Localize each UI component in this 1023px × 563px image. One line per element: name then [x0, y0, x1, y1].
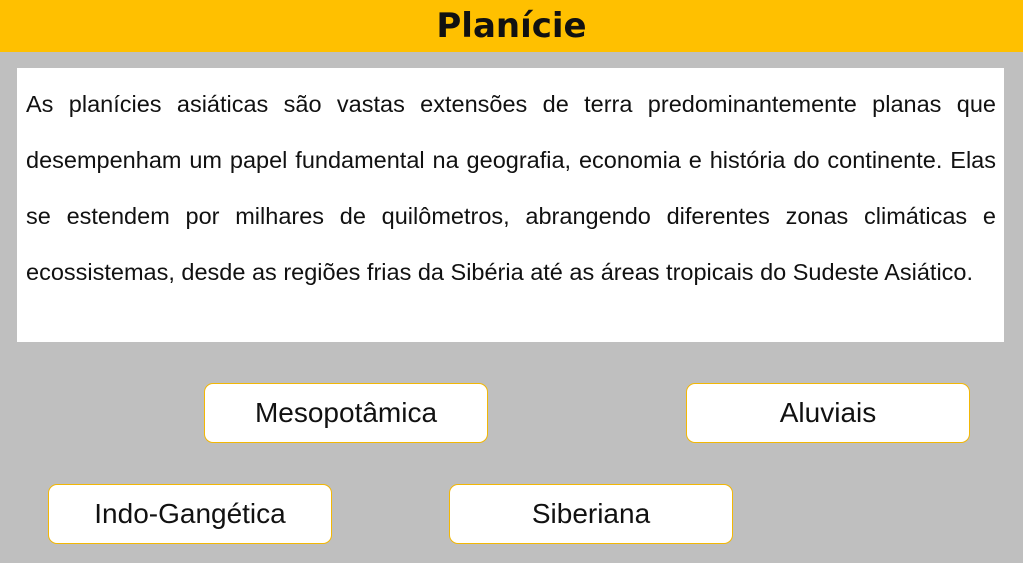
description-box	[17, 68, 1004, 342]
title-bar	[0, 0, 1023, 52]
page-title: Planície	[436, 6, 587, 46]
option-mesopotamica-button[interactable]: Mesopotâmica	[204, 383, 488, 443]
description-text: As planícies asiáticas são vastas extensões de terra predominantemente planas que desempenham um papel fundamental na geografia, economia e história do continente. Elas se estendem por milhares de quilômetros, abrangendo diferentes zonas climáticas e ecossistemas, desde as regiões frias da Sibéria até as áreas tropicais do Sudeste Asiático.	[26, 91, 996, 285]
option-siberiana-button[interactable]: Siberiana	[449, 484, 733, 544]
option-indo-gangetica-button[interactable]: Indo-Gangética	[48, 484, 332, 544]
option-aluviais-button[interactable]: Aluviais	[686, 383, 970, 443]
